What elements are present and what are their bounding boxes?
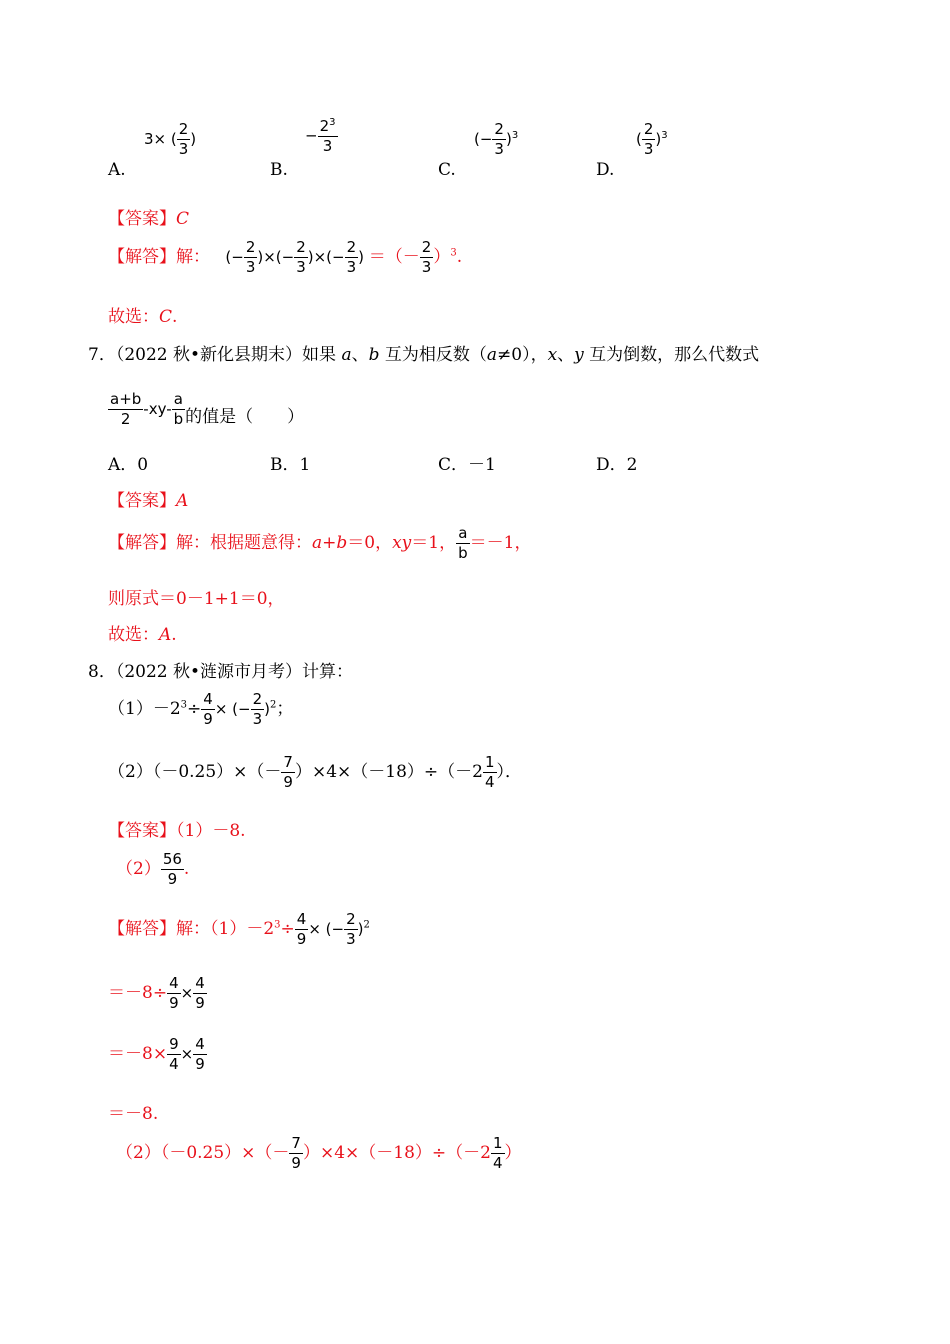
option-c-expr: (− $\frac{2}{3}$ )$^3$ bbox=[474, 120, 519, 158]
q7-expression: $\frac{a+b}{2}$ -xy- $\frac{a}{b}$ 的值是（ ） bbox=[110, 390, 305, 428]
q7-solution-line2: 则原式＝0－1+1＝0， bbox=[108, 589, 285, 609]
q6-choice: 故选：C. bbox=[108, 307, 178, 327]
q6-answer: 【答案】C bbox=[108, 209, 190, 229]
q7-choice: 故选：A. bbox=[108, 625, 177, 645]
option-a-expr: 3× ( $\frac{2}{3}$ ) bbox=[144, 120, 197, 158]
q8-stem: 8．（2022 秋•涟源市月考）计算： bbox=[88, 662, 354, 682]
q8-part1: $(1)-2^3\div$ $\frac{4}{9}$ × (− $\frac{2}{3}$ )$^2$； bbox=[108, 690, 294, 728]
option-d-expr: ( $\frac{2}{3}$ )$^3$ bbox=[636, 120, 668, 158]
q8-solution-part2: （2）（－0.25）×（－ $\frac{7}{9}$ ）×4×（－18）÷（－2 $\frac{1}{4}$ ） bbox=[116, 1134, 522, 1172]
q7-option-b: B．1 bbox=[270, 455, 311, 475]
q8-solution: 【解答】解：$(1)-2^3\div$ $\frac{4}{9}$ × (− $\frac{2}{3}$ )$^2$ bbox=[108, 910, 370, 948]
q6-options bbox=[108, 118, 808, 180]
q8-part2: （2）（－0.25）×（－ $\frac{7}{9}$ ）×4×（－18）÷（－2 $\frac{1}{4}$ ）． bbox=[108, 753, 523, 791]
q8-step1: ＝－8÷ $\frac{4}{9}$ × $\frac{4}{9}$ bbox=[108, 974, 205, 1012]
q7-option-c: C．－1 bbox=[438, 455, 496, 475]
q8-answer: 【答案】（1）－8. bbox=[108, 821, 246, 841]
q8-step2: ＝－8× $\frac{9}{4}$ × $\frac{4}{9}$ bbox=[108, 1035, 205, 1073]
option-c-label: C. bbox=[438, 160, 456, 180]
q7-solution: 【解答】解：根据题意得：a+b＝0，xy＝1， $\frac{a}{b}$ ＝－1， bbox=[108, 524, 532, 562]
q7-option-a: A．0 bbox=[108, 455, 149, 475]
option-d-label: D. bbox=[596, 160, 615, 180]
option-b-label: B. bbox=[270, 160, 288, 180]
q7-option-d: D．2 bbox=[596, 455, 638, 475]
q7-stem: 7．（2022 秋•新化县期末）如果 a、b 互为相反数（a≠0），x、y 互为倒数，那么代数式 bbox=[88, 345, 760, 365]
q8-step3: ＝－8. bbox=[108, 1104, 159, 1124]
option-b-expr: − $\frac{2^3}{3}$ bbox=[305, 117, 336, 155]
q8-answer-2: （2） $\frac{56}{9}$ . bbox=[116, 850, 190, 888]
q6-solution: 【解答】解： (− $\frac{2}{3}$ )×(− $\frac{2}{3}$ )×(− $\frac{2}{3}$ ) ＝（－ $\frac{2}{3}$ ）$^3$. bbox=[108, 238, 463, 276]
option-a-label: A. bbox=[108, 160, 126, 180]
q7-answer: 【答案】A bbox=[108, 491, 189, 511]
